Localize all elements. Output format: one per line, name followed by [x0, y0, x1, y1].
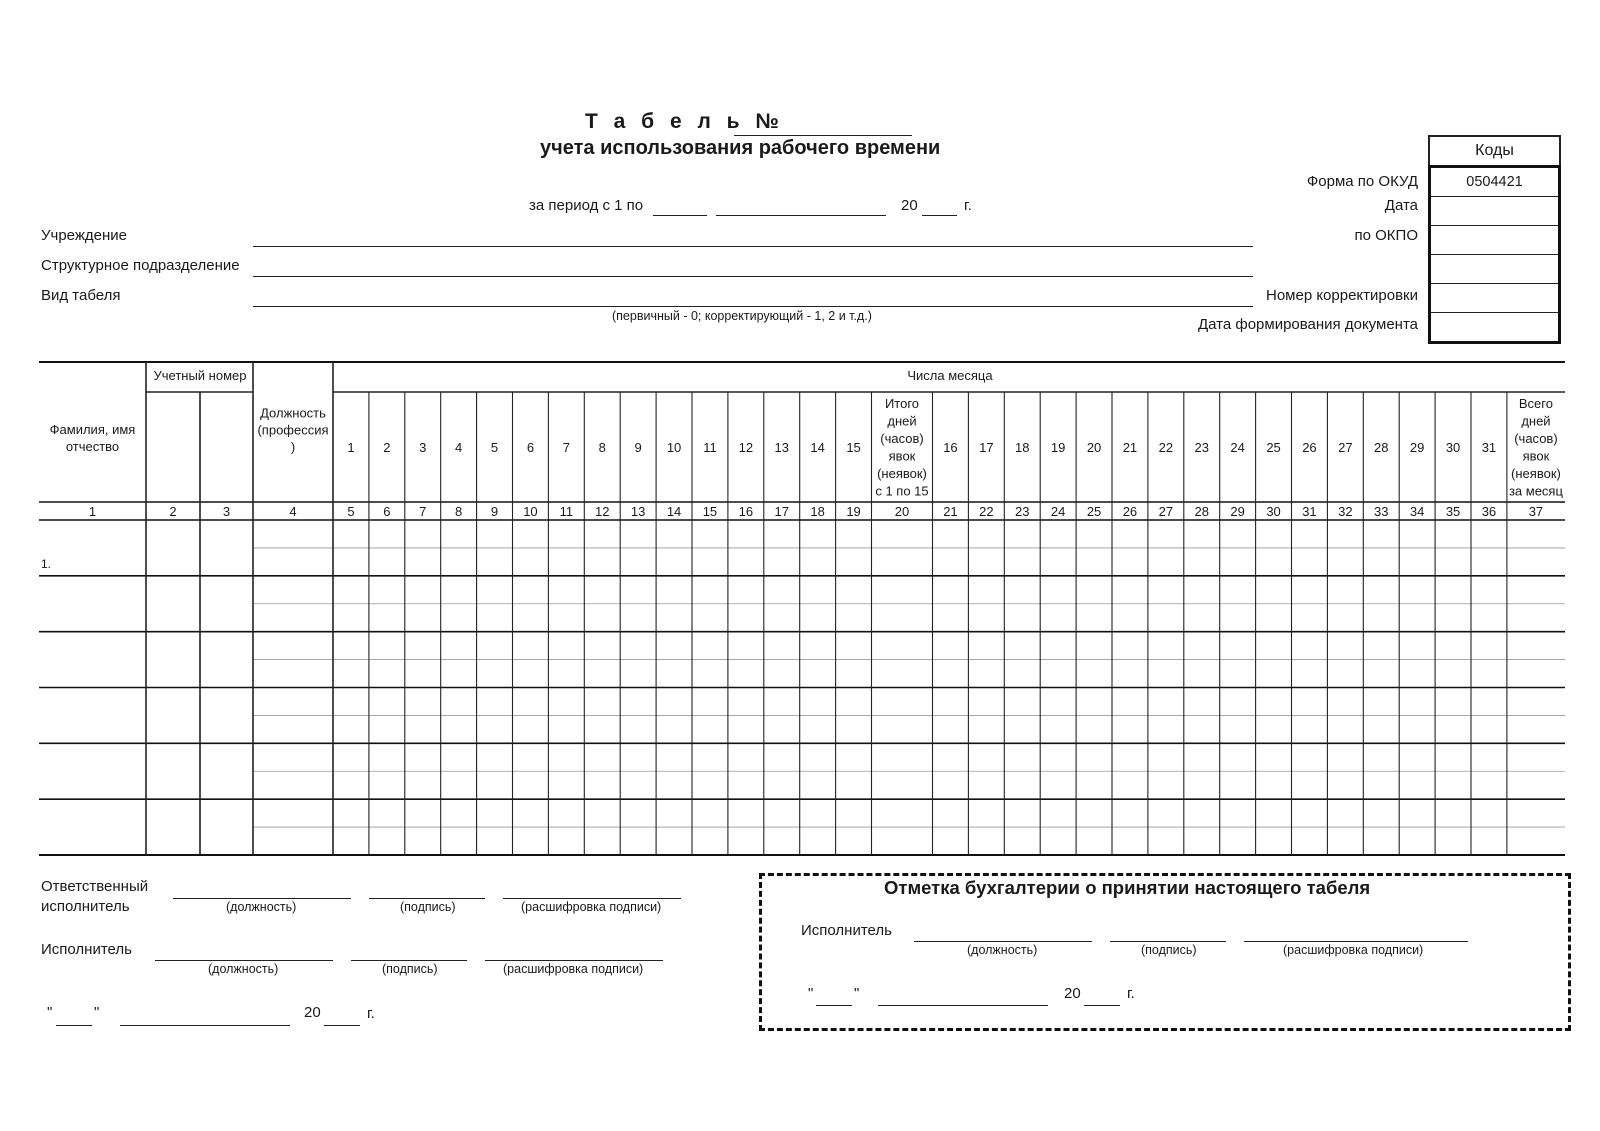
- executor-decode-line[interactable]: [485, 960, 663, 961]
- column-number: 27: [1158, 504, 1174, 519]
- type-label: Вид табеля: [41, 287, 121, 304]
- okud-code: 0504421: [1431, 168, 1558, 197]
- column-number: 14: [666, 504, 682, 519]
- column-number: 15: [702, 504, 718, 519]
- header-total-month: (часов): [1514, 430, 1558, 446]
- day-number: 21: [1122, 440, 1138, 455]
- day-number: 22: [1158, 440, 1174, 455]
- column-number: 17: [774, 504, 789, 519]
- column-number: 3: [222, 504, 231, 519]
- executor-signature-hint: (подпись): [382, 962, 438, 976]
- column-number: 16: [738, 504, 754, 519]
- day-number: 12: [738, 440, 754, 455]
- column-number: 23: [1015, 504, 1030, 519]
- header-name: отчество: [65, 439, 120, 455]
- accounting-position-hint: (должность): [967, 943, 1038, 957]
- column-number: 20: [894, 504, 910, 519]
- column-number: 4: [289, 504, 297, 519]
- correction-number-label: Номер корректировки: [1265, 287, 1418, 304]
- responsible-signature-line[interactable]: [369, 898, 485, 899]
- header-total-15: (неявок): [877, 465, 927, 481]
- column-number: 7: [419, 504, 427, 519]
- header-total-month: дней: [1521, 413, 1551, 429]
- day-number: 30: [1445, 440, 1461, 455]
- responsible-decode-hint: (расшифровка подписи): [521, 900, 662, 914]
- header-total-month: Всего: [1518, 395, 1553, 411]
- header-total-15: дней: [887, 413, 917, 429]
- column-number: 2: [169, 504, 177, 519]
- column-number: 32: [1338, 504, 1353, 519]
- accounting-executor-label: Исполнитель: [801, 922, 892, 939]
- day-number: 2: [383, 440, 391, 455]
- column-number: 6: [383, 504, 391, 519]
- column-number: 31: [1302, 504, 1317, 519]
- responsible-position-line[interactable]: [173, 898, 351, 899]
- column-number: 13: [630, 504, 646, 519]
- day-number: 3: [419, 440, 427, 455]
- header-total-month: за месяц: [1508, 483, 1563, 499]
- day-number: 5: [490, 440, 499, 455]
- day-number: 18: [1015, 440, 1030, 455]
- executor-decode-hint: (расшифровка подписи): [503, 962, 644, 976]
- day-number: 8: [598, 440, 606, 455]
- accounting-position-line[interactable]: [914, 941, 1092, 942]
- period-year-prefix: 20: [901, 197, 918, 214]
- footer-year-line[interactable]: [324, 1025, 360, 1026]
- footer-year-suffix: г.: [367, 1005, 375, 1022]
- column-number: 28: [1194, 504, 1209, 519]
- header-total-15: явок: [888, 448, 916, 464]
- executor-label: Исполнитель: [41, 941, 132, 958]
- day-number: 28: [1374, 440, 1389, 455]
- column-number: 24: [1050, 504, 1066, 519]
- header-position: ): [290, 439, 296, 455]
- day-number: 6: [526, 440, 535, 455]
- header-total-15: Итого: [884, 395, 920, 411]
- column-number: 34: [1409, 504, 1425, 519]
- accounting-title: Отметка бухгалтерии о принятии настоящего табеля: [884, 877, 1371, 898]
- institution-label: Учреждение: [41, 227, 127, 244]
- day-number: 4: [455, 440, 463, 455]
- column-number: 10: [523, 504, 538, 519]
- day-number: 1: [347, 440, 355, 455]
- accounting-decode-hint: (расшифровка подписи): [1283, 943, 1424, 957]
- accounting-signature-line[interactable]: [1110, 941, 1226, 942]
- day-number: 24: [1230, 440, 1245, 455]
- day-number: 16: [943, 440, 958, 455]
- header-days: Числа месяца: [907, 368, 993, 383]
- day-number: 31: [1481, 440, 1497, 455]
- day-number: 27: [1338, 440, 1353, 455]
- day-number: 10: [666, 440, 682, 455]
- executor-position-line[interactable]: [155, 960, 333, 961]
- accounting-month-line[interactable]: [878, 1005, 1048, 1006]
- header-total-15: (часов): [880, 430, 924, 446]
- document-subtitle: учета использования рабочего времени: [540, 137, 941, 159]
- responsible-signature-hint: (подпись): [400, 900, 456, 914]
- day-number: 23: [1194, 440, 1209, 455]
- accounting-year-prefix: 20: [1064, 985, 1081, 1002]
- column-number: 33: [1374, 504, 1389, 519]
- column-number: 29: [1230, 504, 1245, 519]
- date-label: Дата: [1384, 197, 1418, 214]
- responsible-decode-line[interactable]: [503, 898, 681, 899]
- okpo-label: по ОКПО: [1354, 227, 1418, 244]
- accounting-year-suffix: г.: [1127, 985, 1135, 1002]
- column-number: 11: [559, 504, 574, 519]
- footer-day-line[interactable]: [56, 1025, 92, 1026]
- footer-quote-close: ": [94, 1004, 100, 1021]
- header-total-month: (неявок): [1511, 465, 1561, 481]
- day-number: 14: [810, 440, 825, 455]
- period-year-suffix: г.: [964, 197, 972, 214]
- footer-month-line[interactable]: [120, 1025, 290, 1026]
- accounting-signature-hint: (подпись): [1141, 943, 1197, 957]
- accounting-year-line[interactable]: [1084, 1005, 1120, 1006]
- responsible-position-hint: (должность): [226, 900, 297, 914]
- first-row-label: 1.: [41, 557, 52, 571]
- header-position: Должность: [260, 405, 326, 421]
- type-hint: (первичный - 0; корректирующий - 1, 2 и т.д.): [612, 309, 872, 323]
- day-number: 20: [1086, 440, 1102, 455]
- day-number: 17: [979, 440, 994, 455]
- day-number: 11: [703, 440, 717, 455]
- column-number: 9: [490, 504, 499, 519]
- column-number: 5: [347, 504, 355, 519]
- column-number: 1: [88, 504, 97, 519]
- column-number: 36: [1481, 504, 1497, 519]
- document-title: Т а б е л ь №: [585, 110, 784, 133]
- column-number: 30: [1266, 504, 1281, 519]
- day-number: 9: [634, 440, 642, 455]
- header-total-15: с 1 по 15: [875, 483, 929, 499]
- codes-header: Коды: [1428, 135, 1561, 165]
- responsible-label: Ответственный исполнитель: [41, 878, 149, 915]
- column-number: 19: [846, 504, 861, 519]
- column-number: 26: [1122, 504, 1138, 519]
- formation-date-label: Дата формирования документа: [1197, 316, 1418, 333]
- header-account: Учетный номер: [153, 368, 247, 383]
- day-number: 29: [1409, 440, 1425, 455]
- period-label: за период с 1 по: [529, 197, 644, 214]
- column-number: 12: [595, 504, 610, 519]
- column-number: 22: [979, 504, 994, 519]
- day-number: 26: [1302, 440, 1317, 455]
- column-number: 21: [943, 504, 958, 519]
- day-number: 25: [1266, 440, 1281, 455]
- header-position: (профессия: [257, 422, 329, 438]
- header-name: Фамилия, имя: [49, 422, 136, 438]
- footer-year-prefix: 20: [304, 1004, 321, 1021]
- column-number: 25: [1086, 504, 1102, 519]
- accounting-quote-open: ": [808, 985, 814, 1002]
- day-number: 19: [1050, 440, 1066, 455]
- column-number: 18: [810, 504, 825, 519]
- column-number: 8: [455, 504, 463, 519]
- column-number: 37: [1528, 504, 1544, 519]
- accounting-decode-line[interactable]: [1244, 941, 1468, 942]
- day-number: 7: [562, 440, 570, 455]
- footer-quote-open: ": [47, 1004, 53, 1021]
- accounting-quote-close: ": [854, 985, 860, 1002]
- okud-label: Форма по ОКУД: [1306, 173, 1418, 190]
- column-number: 35: [1445, 504, 1461, 519]
- executor-position-hint: (должность): [208, 962, 279, 976]
- header-total-month: явок: [1522, 448, 1550, 464]
- day-number: 15: [846, 440, 861, 455]
- accounting-day-line[interactable]: [816, 1005, 852, 1006]
- executor-signature-line[interactable]: [351, 960, 467, 961]
- subdivision-label: Структурное подразделение: [41, 257, 240, 274]
- day-number: 13: [774, 440, 789, 455]
